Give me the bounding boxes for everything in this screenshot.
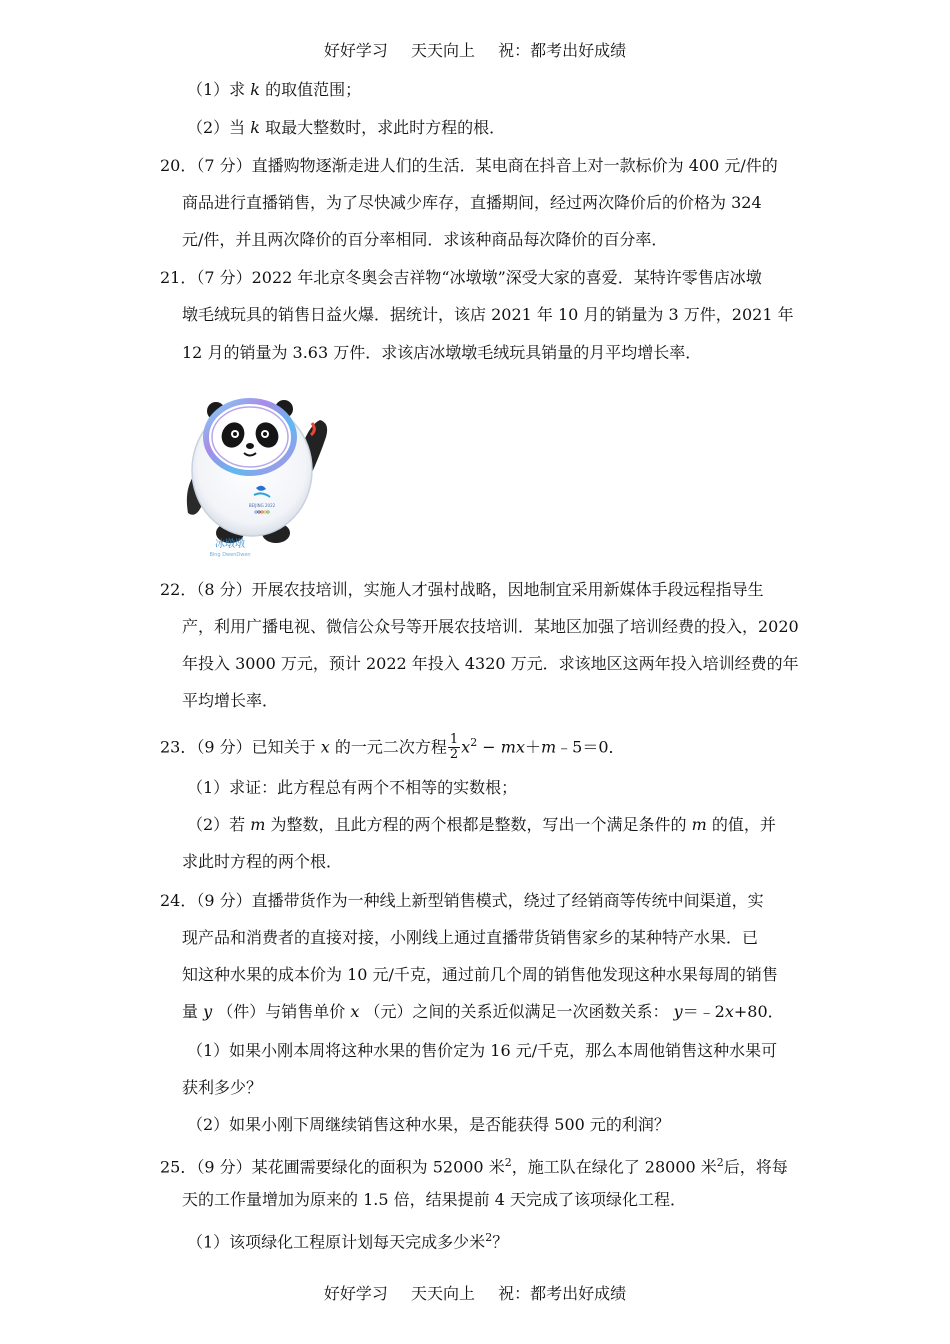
header-motto-3: 祝：都考出好成绩 [498,41,627,60]
q24-line-2: 现产品和消费者的直接对接，小刚线上通过直播带货销售家乡的某种特产水果．已 [182,928,759,947]
q23-text-b: 的一元二次方程 [334,737,447,757]
q23-plus: ＋ [524,737,541,757]
q24-text-b: （件）与销售单价 [217,1002,346,1021]
mascot-drawing [180,385,330,560]
var-y: y [673,1002,683,1021]
svg-text:BEIJING 2022: BEIJING 2022 [248,503,276,508]
frac-denominator: 2 [449,747,459,763]
q25-sub1-text-b: ？ [492,1232,509,1252]
q20-line-3: 元/件，并且两次降价的百分率相同．求该种商品每次降价的百分率． [182,230,668,249]
q19-sub2-text-a: （2）当 [187,118,246,137]
mascot-subcaption: Bing DwenDwen [209,552,251,558]
q24-text-c: （元）之间的关系近似满足一次函数关系： [364,1002,669,1021]
q25-sub1-text-a: （1）该项绿化工程原计划每天完成多少米 [187,1232,486,1252]
var-x: x [461,737,471,757]
footer-motto-1: 好好学习 [323,1284,388,1303]
page-header [0,38,950,61]
var-y: y [203,1002,213,1021]
q19-sub1-text-a: （1）求 [187,80,246,99]
q25-text-a: 25．（9 分）某花圃需要绿化的面积为 52000 米 [160,1157,505,1177]
q23-sub2-text-a: （2）若 [187,815,246,834]
q25-text-c: 后，将每 [723,1157,788,1177]
bing-dwen-dwen-image [180,385,330,560]
var-m: m [250,815,266,834]
q22-line-2: 产，利用广播电视、微信公众号等开展农技培训．某地区加强了培训经费的投入，2020 [182,617,799,636]
q24-text-e: +80． [733,1002,784,1021]
q19-sub2 [187,118,505,138]
q23-sub2-cont: 求此时方程的两个根． [182,852,343,871]
q21-line-1: 21．（7 分）2022 年北京冬奥会吉祥物“冰墩墩”深受大家的喜爱．某特许零售店冰墩 [160,268,762,287]
q20-line-1: 20．（7 分）直播购物逐渐走进人们的生活．某电商在抖音上对一款标价为 400 元/件的 [160,156,778,175]
var-x: x [515,737,525,757]
q23-minus: − [482,737,496,757]
exponent-2: 2 [470,736,478,749]
q25-text-b: ，施工队在绿化了 28000 米 [511,1157,717,1177]
q24-sub1: （1）如果小刚本周将这种水果的售价定为 16 元/千克，那么本周他销售这种水果可 [187,1041,778,1060]
var-x: x [350,1002,360,1021]
q23-sub2 [187,815,776,835]
q24-text-a: 量 [182,1002,199,1021]
q24-text-d: ＝﹣2 [682,1002,725,1021]
var-m: m [541,737,557,757]
page-footer [0,1281,950,1304]
header-motto-2: 天天向上 [410,41,475,60]
q19-sub1 [187,80,361,100]
var-x: x [320,737,330,757]
q23-text-e: ﹣5＝0． [556,737,625,757]
q22-line-4: 平均增长率． [182,691,279,710]
q23-sub2-text-c: 的值，并 [711,815,776,834]
exponent-2: 2 [504,1156,512,1169]
q21-line-2: 墩毛绒玩具的销售日益火爆．据统计，该店 2021 年 10 月的销量为 3 万件，2021 年 [182,305,794,324]
var-k: k [250,118,260,137]
q23-sub2-text-b: 为整数，且此方程的两个根都是整数，写出一个满足条件的 [270,815,687,834]
q20-line-2: 商品进行直播销售，为了尽快减少库存，直播期间，经过两次降价后的价格为 324 [182,193,762,212]
q24-line-4 [182,1002,784,1022]
footer-motto-2: 天天向上 [410,1284,475,1303]
q19-sub1-text-b: 的取值范围； [265,80,362,99]
exponent-2: 2 [716,1156,724,1169]
q23-text-a: 23．（9 分）已知关于 [160,737,316,757]
q24-sub1-cont: 获利多少？ [182,1078,263,1097]
q21-line-3: 12 月的销量为 3.63 万件．求该店冰墩墩毛绒玩具销量的月平均增长率． [182,343,702,362]
frac-numerator: 1 [449,732,459,748]
q23-sub1: （1）求证：此方程总有两个不相等的实数根； [187,778,518,797]
footer-motto-3: 祝：都考出好成绩 [498,1284,627,1303]
q19-sub2-text-b: 取最大整数时，求此时方程的根． [265,118,506,137]
exponent-2: 2 [485,1231,493,1244]
mascot-caption: 冰墩墩 [215,539,245,550]
header-motto-1: 好好学习 [323,41,388,60]
q22-line-1: 22．（8 分）开展农技培训，实施人才强村战略，因地制宜采用新媒体手段远程指导生 [160,580,764,599]
var-x: x [724,1002,734,1021]
var-k: k [250,80,260,99]
q25-line-1 [160,1153,788,1177]
q24-line-1: 24．（9 分）直播带货作为一种线上新型销售模式，绕过了经销商等传统中间渠道，实 [160,891,764,910]
q25-line-2: 天的工作量增加为原来的 1.5 倍，结果提前 4 天完成了该项绿化工程． [182,1190,686,1209]
q25-sub1 [187,1228,508,1252]
q23-line-1 [160,733,625,762]
q24-line-3: 知这种水果的成本价为 10 元/千克，通过前几个周的销售他发现这种水果每周的销售 [182,965,778,984]
var-m: m [691,815,707,834]
q22-line-3: 年投入 3000 万元，预计 2022 年投入 4320 万元．求该地区这两年投入培训经费的年 [182,654,799,673]
fraction-one-half [448,733,460,762]
q24-sub2: （2）如果小刚下周继续销售这种水果，是否能获得 500 元的利润？ [187,1115,670,1134]
var-m: m [500,737,516,757]
